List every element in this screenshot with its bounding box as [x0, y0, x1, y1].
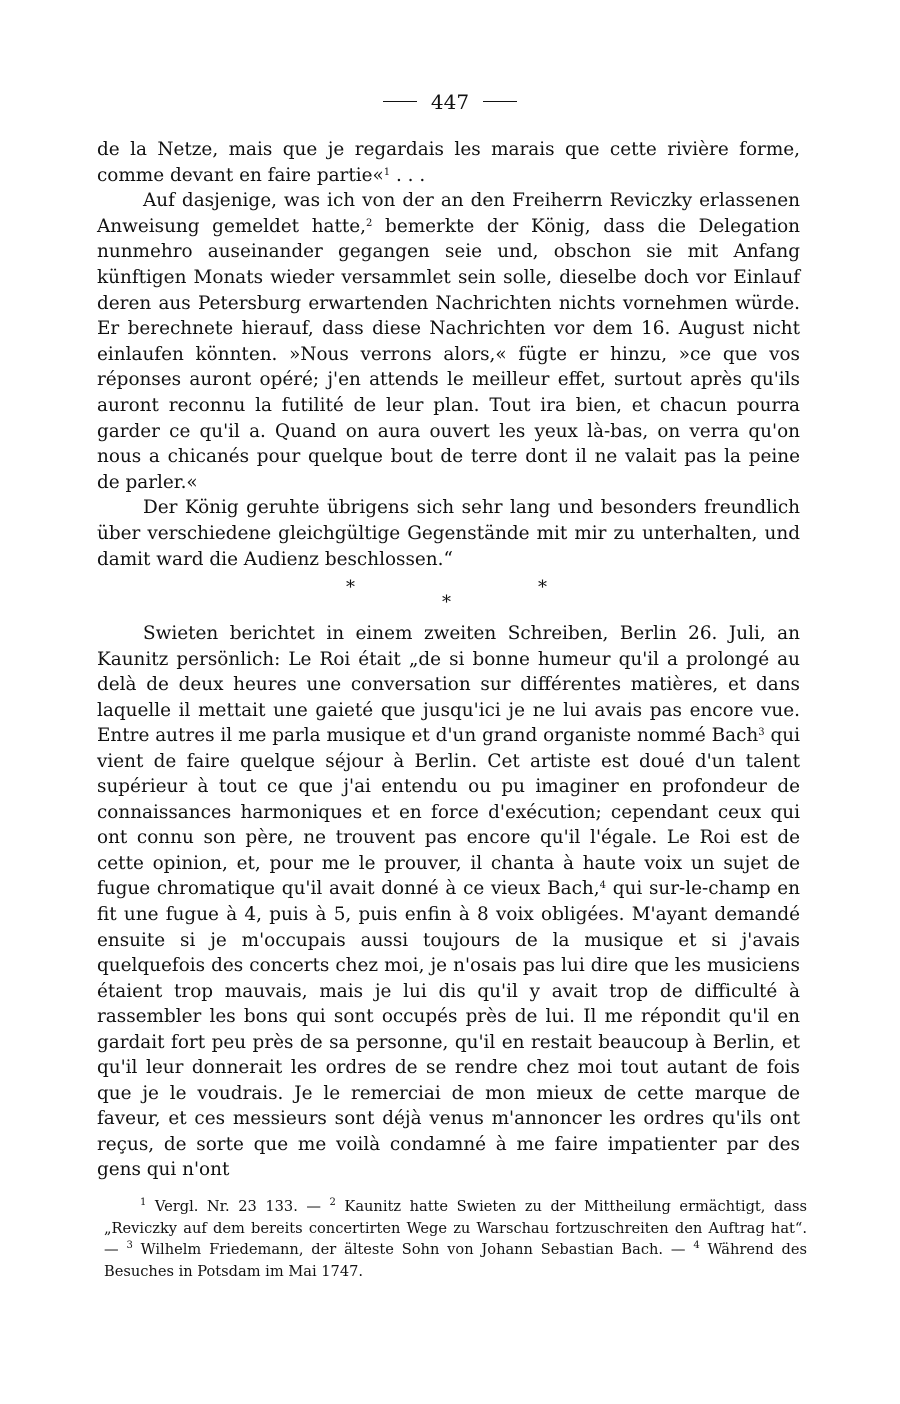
footnote-2: Kaunitz hatte Swieten zu der Mittheilung ermächtigt, dass „Reviczky auf dem bereits concertirten Wege zu Warschau fortzuschreiten den Auftrag hat“. — [104, 1198, 807, 1258]
paragraph-2-text-a: Auf dasjenige, was ich von der an den Freiherrn Reviczky erlassenen Anweisung gemeldet hatte, [97, 190, 800, 237]
paragraph-4-text-b: qui vient de faire quelque séjour à Berlin. Cet artiste est doué d'un talent supérieur à tout ce que j'ai entendu ou pu imaginer en profondeur de connaissances harmoniques et en force d'exécution; cependant ceux qui ont connu son père, ne trouvent pas encore qu'il l'égale. Le Roi est de cette opinion, et, pour me le prouver, il chanta à haute voix un sujet de fugue chromatique qu'il avait donné à ce vieux Bach, [97, 725, 800, 900]
asterism-separator [0, 575, 900, 615]
footnote-ref-3: 3 [758, 727, 765, 739]
header-rule-left [383, 101, 417, 102]
paragraph-2 [97, 188, 800, 495]
asterisk-right: * [538, 577, 547, 598]
footnote-3-mark: 3 [126, 1240, 133, 1251]
footnote-ref-1: 1 [383, 166, 391, 178]
footnote-4: Während des Besuches in Potsdam im Mai 1747. [104, 1241, 807, 1280]
footnotes [104, 1196, 807, 1282]
asterisk-left: * [346, 577, 355, 598]
footnote-ref-4: 4 [599, 880, 606, 892]
body-text-bottom [97, 621, 800, 1183]
page-header [0, 90, 900, 120]
header-rule-right [483, 101, 517, 102]
paragraph-4-text-a: Swieten berichtet in einem zweiten Schreiben, Berlin 26. Juli, an Kaunitz persönlich: Le Roi était „de si bonne humeur qu'il a prolongé au delà de deux heures une conversation sur différentes matières, et dans laquelle il mettait une gaieté que jusqu'ici je ne lui avais pas encore vue. Entre autres il me parla musique et d'un grand organiste nommé Bach [97, 623, 800, 747]
asterisk-center: * [442, 592, 451, 613]
footnote-1-mark: 1 [140, 1197, 147, 1208]
footnote-2-mark: 2 [329, 1197, 336, 1208]
body-text-top [97, 137, 800, 572]
footnote-ref-2: 2 [366, 217, 373, 229]
paragraph-1 [97, 137, 800, 188]
footnote-3: Wilhelm Friedemann, der älteste Sohn von Johann Sebastian Bach. — [132, 1241, 694, 1258]
paragraph-3: Der König geruhte übrigens sich sehr lang und besonders freundlich über verschiedene gleichgültige Gegenstände mit mir zu unterhalten, und damit ward die Audienz beschlossen.“ [97, 497, 800, 570]
footnote-4-mark: 4 [693, 1240, 700, 1251]
footnote-1: Vergl. Nr. 23 133. — [146, 1198, 330, 1215]
paragraph-1-text: de la Netze, mais que je regardais les marais que cette rivière forme, comme devant en faire partie« [97, 139, 800, 186]
page-number: 447 [430, 90, 470, 114]
paragraph-4 [97, 621, 800, 1183]
paragraph-4-text-c: qui sur-le-champ en fit une fugue à 4, puis à 5, puis enfin à 8 voix obligées. M'ayant demandé ensuite si je m'occupais aussi toujours de la musique et si j'avais quelquefois des concerts chez moi, je n'osais pas lui dire que les musiciens étaient trop mauvais, mais je lui dis qu'il y avait trop de difficulté à rassembler les bons qui sont occupés près de lui. Il me répondit qu'il en gardait fort peu près de sa personne, qu'il en restait beaucoup à Berlin, et qu'il leur donnerait les ordres de se rendre chez moi tout autant de fois que je le voudrais. Je le remerciai de mon mieux de cette marque de faveur, et ces messieurs sont déjà venus m'annoncer les ordres qu'ils ont reçus, de sorte que me voilà condamné à me faire impatienter par des gens qui n'ont [97, 878, 800, 1181]
paragraph-1-end: . . . [390, 164, 426, 186]
paragraph-2-text-b: bemerkte der König, dass die Delegation nunmehro auseinander gegangen seie und, obschon sie mit Anfang künftigen Monats wieder versammlet sein solle, dieselbe doch vor Einlauf deren aus Petersburg erwartenden Nachrichten nichts vornehmen würde. Er berechnete hierauf, dass diese Nachrichten vor dem 16. August nicht einlaufen könnten. »Nous verrons alors,« fügte er hinzu, »ce que vos réponses auront opéré; j'en attends le meilleur effet, surtout après qu'ils auront reconnu la futilité de leur plan. Tout ira bien, et chacun pourra garder ce qu'il a. Quand on aura ouvert les yeux là-bas, on verra qu'on nous a chicanés pour quelque bout de terre dont il ne valait pas la peine de parler.« [97, 215, 800, 493]
